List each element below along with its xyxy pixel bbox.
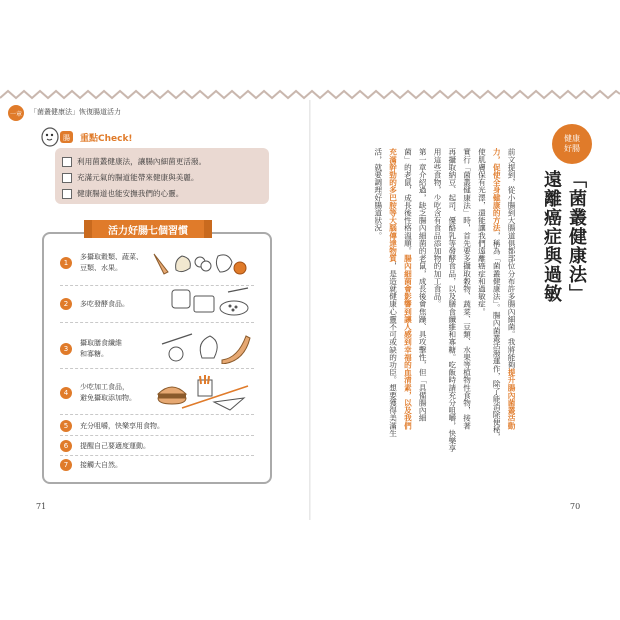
title-line-1: 「菌叢健康法」 [566, 170, 587, 303]
chapter-badge: 一章 [8, 105, 24, 121]
checklist-item: 健康腸道也能安撫我們的心靈。 [62, 188, 183, 199]
body-column [432, 148, 443, 478]
body-text-segment: 活，就要調理好腸道狀況。 [373, 148, 383, 240]
page-number-right: 70 [570, 502, 581, 511]
body-column [402, 148, 413, 478]
fermented-foods-icon [168, 284, 252, 320]
divider [60, 414, 254, 415]
body-column [506, 148, 517, 478]
body-column [417, 148, 428, 478]
svg-text:腸: 腸 [63, 134, 70, 142]
body-text-segment: 充滿幹勁的多巴胺等大腦傳達物質 [388, 148, 398, 262]
divider [60, 368, 254, 369]
body-text-segment: 實行「菌叢健康法」時，首先要多攝取穀物、蔬菜、豆類、水果等植物性食物，接著 [462, 148, 472, 430]
body-text-segment: 再攝取納豆、起司、優酪乳等發酵食品，以及膳食纖維和寡糖。吃飯時請充分咀嚼，快樂享 [447, 148, 457, 452]
divider [60, 455, 254, 456]
body-column [447, 148, 458, 478]
body-column [491, 148, 502, 478]
checkbox-icon [62, 173, 72, 183]
body-text-segment: ，稱為「菌叢健康法」。腸內菌叢活潑運作，除了能消除便秘， [492, 231, 502, 441]
divider [60, 322, 254, 323]
checkbox-icon [62, 189, 72, 199]
body-column [388, 148, 399, 478]
habit-item-4: 4 少吃加工食品， 避免攝取添加物。 [60, 382, 136, 404]
body-text-segment: 用這些食物，少吃含有食品添加物的加工食品。 [433, 148, 442, 308]
body-text-segment: 腸內細菌會影響到讓人感到幸福的血清素，以及我們 [403, 254, 413, 430]
checkbox-icon [62, 157, 72, 167]
processed-food-icon [152, 372, 252, 412]
title-line-2: 遠離癌症與過敏 [541, 170, 562, 303]
page-number-left: 71 [36, 502, 47, 511]
body-text-segment: 使肌膚保有光澤，還能讓我們遠離癌症和過敏症。 [477, 148, 487, 316]
habit-item-3: 3 攝取膳食纖維 和寡糖。 [60, 338, 122, 360]
body-text-segment: 菌」的老鼠，成長後性格溫順。 [403, 148, 413, 255]
habit-item-2: 2 多吃發酵食品。 [60, 298, 129, 310]
habit-item-1: 1 多攝取穀類、蔬菜、 豆類、水果。 [60, 252, 143, 274]
body-text-segment: 提升腸內菌叢活動 [507, 368, 516, 430]
grains-vegetables-fruit-icon [150, 248, 248, 280]
section-tag: 健康 好腸 [552, 124, 592, 164]
habits-title: 活力好腸七個習慣 [92, 220, 204, 238]
body-column [476, 148, 487, 478]
divider [60, 435, 254, 436]
running-title: 「菌叢健康法」恢復腸道活力 [30, 108, 121, 116]
body-text-segment: 前文提到，從小腸到大腸道俱都部位分布許多腸內細菌。我將能夠 [507, 148, 516, 369]
page-spine [309, 100, 311, 520]
body-text-segment: ，是造就健康心靈不可或缺的功臣。想要獲得美滿生 [388, 262, 398, 437]
checklist-item: 充滿元氣的腸道能帶來健康與美麗。 [62, 172, 199, 183]
habit-item-7: 7 接觸大自然。 [60, 459, 122, 471]
checklist-title: 重點Check! [80, 134, 133, 144]
fiber-foods-icon [158, 330, 252, 364]
checklist-item: 利用菌叢健康法，讓腸內細菌更活潑。 [62, 156, 206, 167]
habit-item-5: 5 充分咀嚼，快樂享用食物。 [60, 420, 164, 432]
body-text-segment: 第一章介紹過，缺乏腸內細菌的老鼠，成長後會焦躁、具攻擊性，但「具備腸內細 [418, 148, 428, 422]
body-text-segment: 力，促使全身健康的方法 [492, 148, 502, 232]
habit-item-6: 6 提醒自己要適度運動。 [60, 440, 150, 452]
body-column [373, 148, 384, 478]
body-column [462, 148, 473, 478]
bacteria-mascot-icon [40, 125, 76, 149]
